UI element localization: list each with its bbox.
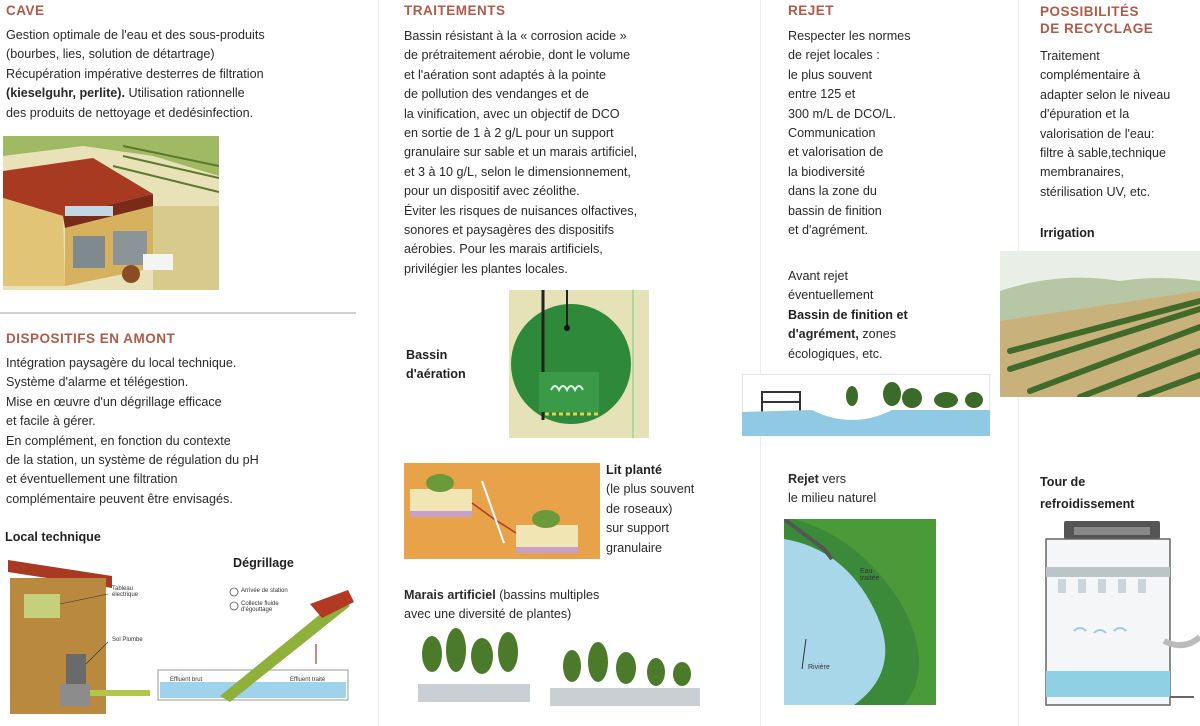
winery-illustration bbox=[3, 136, 219, 290]
cave-line: (bourbes, lies, solution de détartrage) bbox=[6, 47, 215, 62]
tour-refroidissement-illustration bbox=[1024, 521, 1200, 713]
traitements-text bbox=[404, 27, 754, 279]
amont-line: et facile à gérer. bbox=[6, 414, 96, 429]
rejet-line: et valorisation de bbox=[788, 145, 884, 160]
traitements-line: aérobies. Pour les marais artificiels, bbox=[404, 242, 603, 257]
bassin-label: Bassin d'aération bbox=[406, 348, 466, 381]
cave-line-bold: (kieselguhr, perlite). bbox=[6, 86, 125, 101]
recyclage-line: membranaires, bbox=[1040, 165, 1124, 180]
eau-traitee-label: Eau traitée bbox=[860, 568, 880, 582]
traitements-title: TRAITEMENTS bbox=[404, 3, 506, 18]
amont-title: DISPOSITIFS EN AMONT bbox=[6, 331, 176, 346]
traitements-line: Éviter les risques de nuisances olfactives, bbox=[404, 203, 638, 218]
marais-desc: avec une diversité de plantes) bbox=[404, 607, 572, 622]
traitements-line: de prétraitement aérobie, dont le volume bbox=[404, 48, 631, 63]
cave-line: Gestion optimale de l'eau et des sous-produits bbox=[6, 28, 265, 42]
recyclage-line: valorisation de l'eau: bbox=[1040, 126, 1155, 141]
rejet-vers-bold: Rejet bbox=[788, 472, 819, 486]
amont-line: de la station, un système de régulation du pH bbox=[6, 453, 259, 468]
column-divider bbox=[378, 0, 379, 726]
degrillage-label: Dégrillage bbox=[233, 556, 294, 570]
avant-line: écologiques, etc. bbox=[788, 346, 883, 361]
avant-line: éventuellement bbox=[788, 288, 874, 303]
recyclage-line: filtre à sable,technique bbox=[1040, 146, 1167, 161]
rejet-vers-rest: vers bbox=[818, 472, 847, 486]
rejet-line: Communication bbox=[788, 126, 876, 141]
cave-line: des produits de nettoyage et dedésinfection. bbox=[6, 105, 254, 120]
recyclage-line: d'épuration et la bbox=[1040, 107, 1130, 122]
rejet-line: entre 125 et bbox=[788, 87, 856, 102]
rejet-line: et d'agrément. bbox=[788, 223, 869, 238]
local-tag: Tableau électrique bbox=[112, 586, 139, 598]
amont-line: Système d'alarme et télégestion. bbox=[6, 375, 189, 390]
lit-plante-caption bbox=[606, 461, 756, 558]
recyclage-title bbox=[1040, 3, 1153, 37]
rejet-vers-line: le milieu naturel bbox=[788, 491, 877, 506]
recyclage-title-line: DE RECYCLAGE bbox=[1040, 21, 1154, 36]
amont-line: Mise en œuvre d'un dégrillage efficace bbox=[6, 394, 222, 409]
marais-illustration bbox=[412, 624, 708, 714]
traitements-line: et l'aération sont adaptés à la pointe bbox=[404, 67, 606, 82]
local-technique-label: Local technique bbox=[5, 530, 101, 544]
recyclage-text bbox=[1040, 47, 1200, 202]
local-tag: Sol Plumbe bbox=[112, 637, 143, 643]
bassin-aeration-illustration bbox=[509, 290, 649, 438]
rejet-line: Respecter les normes bbox=[788, 29, 911, 43]
marais-desc: (bassins multiples bbox=[495, 588, 600, 602]
amont-line: En complément, en fonction du contexte bbox=[6, 433, 231, 448]
recyclage-line: complémentaire à bbox=[1040, 68, 1141, 83]
avant-rejet-text bbox=[788, 267, 1014, 364]
lit-plante-title: Lit planté bbox=[606, 463, 662, 477]
lit-plante-illustration bbox=[404, 463, 600, 559]
local-technique-illustration bbox=[4, 554, 164, 714]
section-divider bbox=[0, 312, 356, 314]
column-divider bbox=[760, 0, 761, 726]
amont-line: Intégration paysagère du local technique. bbox=[6, 356, 237, 370]
rejet-line: de rejet locales : bbox=[788, 48, 880, 63]
marais-title: Marais artificiel bbox=[404, 588, 496, 602]
amont-text bbox=[6, 354, 376, 509]
rejet-line: 300 m/L de DCO/L. bbox=[788, 106, 897, 121]
avant-line: Avant rejet bbox=[788, 269, 848, 283]
cave-text bbox=[6, 26, 376, 123]
traitements-line: granulaire sur sable et un marais artificiel, bbox=[404, 145, 638, 160]
riviere-label: Rivière bbox=[808, 664, 830, 671]
traitements-line: de pollution des vendanges et de bbox=[404, 87, 589, 102]
degr-tag: Effluent brut bbox=[170, 677, 203, 683]
degr-tag: Collecte fluide d'égouttage bbox=[241, 601, 279, 613]
cave-line: Récupération impérative desterres de filtration bbox=[6, 66, 264, 81]
rejet-text bbox=[788, 27, 1014, 240]
cave-title: CAVE bbox=[6, 3, 45, 18]
rejet-milieu-illustration bbox=[784, 519, 936, 705]
traitements-line: en sortie de 1 à 2 g/L pour un support bbox=[404, 126, 614, 141]
traitements-line: pour un dispositif avec zéolithe. bbox=[404, 184, 580, 199]
recyclage-line: stérilisation UV, etc. bbox=[1040, 184, 1151, 199]
lit-plante-desc: (le plus souvent de roseaux) sur support granulaire bbox=[606, 482, 695, 555]
rejet-line: la biodiversité bbox=[788, 164, 866, 179]
rejet-line: le plus souvent bbox=[788, 67, 873, 82]
traitements-line: Bassin résistant à la « corrosion acide » bbox=[404, 29, 627, 43]
tour-label: Tour de refroidissement bbox=[1040, 475, 1135, 511]
rejet-line: bassin de finition bbox=[788, 203, 882, 218]
avant-line-bold: d'agrément, bbox=[788, 327, 859, 342]
degr-tag: Arrivée de station bbox=[241, 588, 288, 594]
recyclage-line: Traitement bbox=[1040, 49, 1100, 63]
traitements-line: la vinification, avec un objectif de DCO bbox=[404, 106, 620, 121]
degr-tag: Effluent traité bbox=[290, 677, 326, 683]
recyclage-title-line: POSSIBILITÉS bbox=[1040, 4, 1140, 19]
amont-line: et éventuellement une filtration bbox=[6, 472, 178, 487]
irrigation-label: Irrigation bbox=[1040, 226, 1095, 240]
traitements-line: et 3 à 10 g/L, selon le dimensionnement, bbox=[404, 164, 631, 179]
rejet-line: dans la zone du bbox=[788, 184, 877, 199]
bassin-finition-illustration bbox=[742, 374, 990, 436]
recyclage-line: adapter selon le niveau bbox=[1040, 87, 1171, 102]
avant-line-bold: Bassin de finition et bbox=[788, 307, 908, 322]
rejet-title: REJET bbox=[788, 3, 835, 18]
rejet-vers-caption bbox=[788, 470, 988, 509]
traitements-line: sonores et paysagères des dispositifs bbox=[404, 223, 615, 238]
avant-line: zones bbox=[858, 327, 896, 342]
cave-line: Utilisation rationnelle bbox=[124, 86, 245, 101]
traitements-line: privilégier les plantes locales. bbox=[404, 261, 568, 276]
irrigation-illustration bbox=[1000, 251, 1200, 397]
marais-caption bbox=[404, 586, 704, 625]
amont-line: complémentaire peuvent être envisagés. bbox=[6, 491, 233, 506]
